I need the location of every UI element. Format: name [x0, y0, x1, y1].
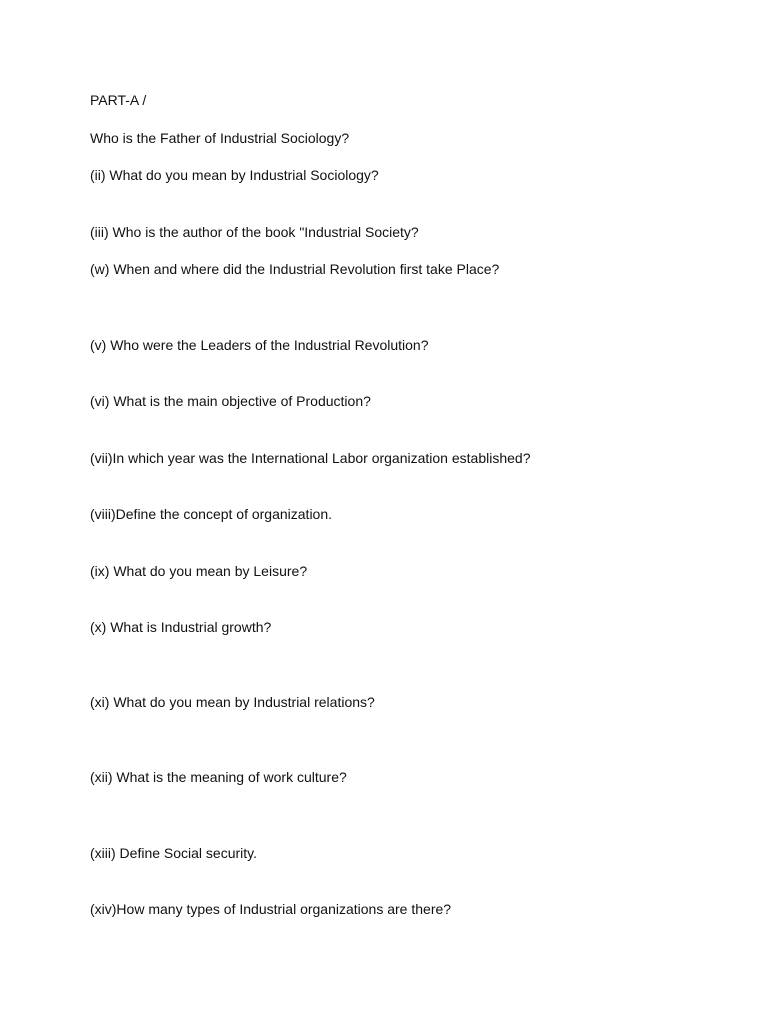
question-13: (xiii) Define Social security.	[90, 845, 258, 861]
question-1: Who is the Father of Industrial Sociology?	[90, 130, 350, 146]
question-9: (ix) What do you mean by Leisure?	[90, 563, 308, 579]
question-4: (w) When and where did the Industrial Revolution first take Place?	[90, 261, 500, 277]
section-heading: PART-A /	[90, 92, 147, 108]
question-11: (xi) What do you mean by Industrial relations?	[90, 694, 375, 710]
question-3: (iii) Who is the author of the book "Industrial Society?	[90, 224, 419, 240]
question-2: (ii) What do you mean by Industrial Sociology?	[90, 167, 379, 183]
question-8: (viii)Define the concept of organization.	[90, 506, 333, 522]
question-6: (vi) What is the main objective of Production?	[90, 393, 371, 409]
question-10: (x) What is Industrial growth?	[90, 619, 272, 635]
question-5: (v) Who were the Leaders of the Industrial Revolution?	[90, 337, 429, 353]
question-14: (xiv)How many types of Industrial organizations are there?	[90, 901, 452, 917]
question-7: (vii)In which year was the International Labor organization established?	[90, 450, 531, 466]
question-12: (xii) What is the meaning of work culture?	[90, 769, 347, 785]
